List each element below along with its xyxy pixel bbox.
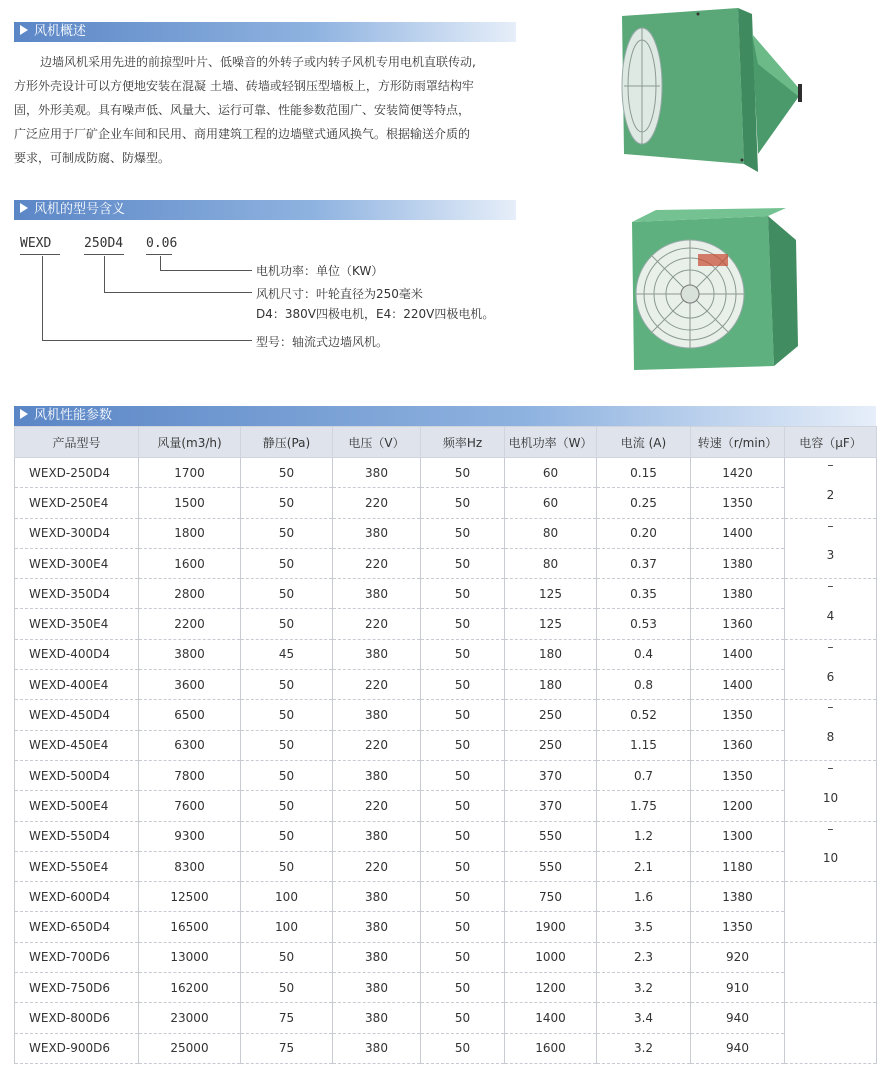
table-cell: 4 — [785, 609, 877, 639]
column-header: 风量(m3/h) — [139, 427, 241, 458]
table-cell — [785, 973, 877, 1003]
table-cell: 380 — [333, 912, 421, 942]
table-cell: 50 — [241, 791, 333, 821]
section-title: 风机概述 — [34, 24, 87, 39]
model-code-size: 250D4 — [84, 236, 124, 251]
table-cell — [785, 942, 877, 972]
table-cell: 380 — [333, 821, 421, 851]
table-cell: 380 — [333, 942, 421, 972]
table-cell: 125 — [505, 609, 597, 639]
table-cell: 1600 — [139, 548, 241, 578]
table-cell: 1800 — [139, 518, 241, 548]
model-cell: WEXD-350D4 — [15, 579, 139, 609]
overview-description — [14, 50, 524, 170]
table-cell: 1900 — [505, 912, 597, 942]
table-row — [15, 821, 877, 851]
table-cell: 0.15 — [597, 458, 691, 488]
description-line: 固，外形美观。具有噪声低、风量大、运行可靠、性能参数范围广、安装简便等特点， — [14, 103, 471, 117]
table-cell: 50 — [241, 700, 333, 730]
table-cell: 1400 — [691, 518, 785, 548]
table-cell: 380 — [333, 700, 421, 730]
table-cell: 0.20 — [597, 518, 691, 548]
connector-line — [42, 256, 43, 341]
column-header: 电容（μF） — [785, 427, 877, 458]
table-cell — [785, 1003, 877, 1033]
table-cell: 910 — [691, 973, 785, 1003]
table-cell: 1360 — [691, 609, 785, 639]
section-header-performance — [14, 406, 876, 426]
table-cell: 50 — [421, 1003, 505, 1033]
model-cell: WEXD-800D6 — [15, 1003, 139, 1033]
connector-line — [84, 254, 124, 255]
section-title: 风机的型号含义 — [34, 202, 126, 217]
section-header-model — [14, 200, 516, 220]
table-cell: – — [785, 458, 877, 488]
table-cell: 380 — [333, 458, 421, 488]
table-cell: 1500 — [139, 488, 241, 518]
table-cell: 50 — [421, 579, 505, 609]
table-cell: – — [785, 760, 877, 790]
model-cell: WEXD-550D4 — [15, 821, 139, 851]
fan-front-view-image — [626, 206, 806, 374]
table-row — [15, 912, 877, 942]
table-cell: 1.75 — [597, 791, 691, 821]
table-cell: 1600 — [505, 1033, 597, 1063]
table-cell: 1350 — [691, 760, 785, 790]
connector-line — [146, 254, 172, 255]
table-cell: 1400 — [691, 639, 785, 669]
table-cell: 50 — [421, 548, 505, 578]
table-cell: 12500 — [139, 882, 241, 912]
table-row — [15, 973, 877, 1003]
table-cell: 2.3 — [597, 942, 691, 972]
table-cell: 50 — [421, 458, 505, 488]
model-cell: WEXD-550E4 — [15, 851, 139, 881]
table-cell: 50 — [421, 760, 505, 790]
table-cell: 50 — [241, 518, 333, 548]
table-cell: 16500 — [139, 912, 241, 942]
table-cell: 1350 — [691, 488, 785, 518]
model-cell: WEXD-400E4 — [15, 670, 139, 700]
model-code-series: WEXD — [20, 236, 52, 251]
column-header: 转速（r/min） — [691, 427, 785, 458]
column-header: 频率Hz — [421, 427, 505, 458]
table-row — [15, 1003, 877, 1033]
triangle-bullet-icon — [20, 409, 28, 419]
table-cell: 1180 — [691, 851, 785, 881]
table-cell: 50 — [241, 942, 333, 972]
table-cell: 220 — [333, 851, 421, 881]
table-cell: 1700 — [139, 458, 241, 488]
table-cell — [785, 1033, 877, 1063]
table-cell: 1360 — [691, 730, 785, 760]
model-cell: WEXD-250D4 — [15, 458, 139, 488]
table-cell: 50 — [241, 488, 333, 518]
description-line: 方形外壳设计可以方便地安装在混凝 土墙、砖墙或轻钢压型墙板上，方形防雨罩结构牢 — [14, 79, 474, 93]
table-cell: – — [785, 821, 877, 851]
table-cell: 0.53 — [597, 609, 691, 639]
table-cell: 750 — [505, 882, 597, 912]
table-cell: 220 — [333, 609, 421, 639]
table-cell: 125 — [505, 579, 597, 609]
table-row — [15, 518, 877, 548]
table-cell: 75 — [241, 1033, 333, 1063]
table-cell: 220 — [333, 791, 421, 821]
description-line: 广泛应用于厂矿企业车间和民用、商用建筑工程的边墙壁式通风换气。根据输送介质的 — [14, 127, 471, 141]
connector-line — [104, 256, 105, 293]
table-cell: 16200 — [139, 973, 241, 1003]
table-cell: 8 — [785, 730, 877, 760]
table-cell: 380 — [333, 882, 421, 912]
connector-line — [160, 270, 252, 271]
table-cell: 940 — [691, 1033, 785, 1063]
model-cell: WEXD-250E4 — [15, 488, 139, 518]
table-cell: 80 — [505, 518, 597, 548]
table-cell: 50 — [241, 760, 333, 790]
table-row — [15, 548, 877, 578]
table-cell: 380 — [333, 1033, 421, 1063]
column-header: 电压（V） — [333, 427, 421, 458]
table-cell: 380 — [333, 518, 421, 548]
table-cell: 3.2 — [597, 1033, 691, 1063]
performance-table — [14, 426, 877, 1064]
table-cell: 50 — [421, 518, 505, 548]
model-cell: WEXD-300D4 — [15, 518, 139, 548]
model-cell: WEXD-750D6 — [15, 973, 139, 1003]
triangle-bullet-icon — [20, 25, 28, 35]
table-cell: 180 — [505, 670, 597, 700]
table-cell: 1400 — [691, 670, 785, 700]
table-cell: 50 — [421, 730, 505, 760]
connector-line — [42, 340, 252, 341]
table-cell: 1400 — [505, 1003, 597, 1033]
table-cell: 50 — [241, 821, 333, 851]
table-cell: 75 — [241, 1003, 333, 1033]
table-header-row — [15, 427, 877, 458]
table-cell: 6 — [785, 670, 877, 700]
model-cell: WEXD-450E4 — [15, 730, 139, 760]
table-row — [15, 730, 877, 760]
table-cell: 0.25 — [597, 488, 691, 518]
annotation-motor: D4：380V四极电机，E4：220V四极电机。 — [256, 307, 495, 321]
table-cell: 3.2 — [597, 973, 691, 1003]
table-cell: 50 — [241, 973, 333, 1003]
table-cell: 3 — [785, 548, 877, 578]
triangle-bullet-icon — [20, 203, 28, 213]
table-cell: 1000 — [505, 942, 597, 972]
table-cell: 10 — [785, 851, 877, 881]
table-cell: 50 — [421, 670, 505, 700]
table-cell: 370 — [505, 791, 597, 821]
table-cell: 380 — [333, 1003, 421, 1033]
table-cell: 0.7 — [597, 760, 691, 790]
table-cell: 550 — [505, 821, 597, 851]
table-cell: 1200 — [691, 791, 785, 821]
table-row — [15, 609, 877, 639]
description-line: 边墙风机采用先进的前掠型叶片、低噪音的外转子或内转子风机专用电机直联传动, — [40, 55, 476, 69]
table-cell: 0.35 — [597, 579, 691, 609]
table-row — [15, 670, 877, 700]
table-cell: – — [785, 700, 877, 730]
table-cell: 1300 — [691, 821, 785, 851]
table-cell: 50 — [241, 670, 333, 700]
table-cell: 0.37 — [597, 548, 691, 578]
table-cell: 50 — [421, 912, 505, 942]
table-cell: 3.5 — [597, 912, 691, 942]
table-cell: 13000 — [139, 942, 241, 972]
table-cell: 940 — [691, 1003, 785, 1033]
table-cell: 1350 — [691, 912, 785, 942]
table-cell: 920 — [691, 942, 785, 972]
model-cell: WEXD-450D4 — [15, 700, 139, 730]
model-cell: WEXD-650D4 — [15, 912, 139, 942]
annotation-size: 风机尺寸：叶轮直径为250毫米 — [256, 287, 423, 301]
table-cell: 100 — [241, 882, 333, 912]
table-cell: 50 — [421, 973, 505, 1003]
table-cell: 0.52 — [597, 700, 691, 730]
table-row — [15, 700, 877, 730]
table-cell: 1350 — [691, 700, 785, 730]
table-row — [15, 579, 877, 609]
table-cell: 6300 — [139, 730, 241, 760]
table-cell: 220 — [333, 488, 421, 518]
table-cell: 50 — [421, 639, 505, 669]
table-cell: 50 — [421, 1033, 505, 1063]
table-cell: 10 — [785, 791, 877, 821]
table-row — [15, 851, 877, 881]
table-cell: 60 — [505, 488, 597, 518]
table-cell: 370 — [505, 760, 597, 790]
model-cell: WEXD-400D4 — [15, 639, 139, 669]
column-header: 电流 (A) — [597, 427, 691, 458]
table-cell: 7600 — [139, 791, 241, 821]
table-row — [15, 942, 877, 972]
table-cell: 60 — [505, 458, 597, 488]
table-cell: 1200 — [505, 973, 597, 1003]
column-header: 静压(Pa) — [241, 427, 333, 458]
table-cell: – — [785, 518, 877, 548]
table-cell: 220 — [333, 730, 421, 760]
model-cell: WEXD-350E4 — [15, 609, 139, 639]
section-header-overview — [14, 22, 516, 42]
table-cell: 50 — [241, 548, 333, 578]
connector-line — [160, 256, 161, 271]
connector-line — [104, 292, 252, 293]
annotation-type: 型号：轴流式边墙风机。 — [256, 335, 389, 349]
table-cell: 380 — [333, 973, 421, 1003]
table-cell: 50 — [241, 730, 333, 760]
table-cell: 250 — [505, 700, 597, 730]
table-cell: 1.15 — [597, 730, 691, 760]
table-cell — [785, 912, 877, 942]
column-header: 电机功率（W） — [505, 427, 597, 458]
table-cell: – — [785, 639, 877, 669]
table-cell: 50 — [421, 609, 505, 639]
table-cell: 1.2 — [597, 821, 691, 851]
table-cell: 3800 — [139, 639, 241, 669]
table-row — [15, 639, 877, 669]
model-cell: WEXD-600D4 — [15, 882, 139, 912]
table-cell: 3600 — [139, 670, 241, 700]
table-cell: 180 — [505, 639, 597, 669]
table-cell: 1380 — [691, 882, 785, 912]
table-cell: 1380 — [691, 548, 785, 578]
table-cell: 2200 — [139, 609, 241, 639]
table-row — [15, 882, 877, 912]
table-cell: 45 — [241, 639, 333, 669]
table-cell: 380 — [333, 760, 421, 790]
table-cell: 380 — [333, 639, 421, 669]
section-title: 风机性能参数 — [34, 408, 113, 423]
model-cell: WEXD-500D4 — [15, 760, 139, 790]
table-cell — [785, 882, 877, 912]
table-row — [15, 760, 877, 790]
table-cell: 9300 — [139, 821, 241, 851]
table-cell: 100 — [241, 912, 333, 942]
model-code-power: 0.06 — [146, 236, 178, 251]
model-cell: WEXD-300E4 — [15, 548, 139, 578]
table-cell: 550 — [505, 851, 597, 881]
table-cell: 50 — [421, 821, 505, 851]
table-cell: 3.4 — [597, 1003, 691, 1033]
table-cell: 220 — [333, 548, 421, 578]
model-cell: WEXD-500E4 — [15, 791, 139, 821]
description-line: 要求，可制成防腐、防爆型。 — [14, 151, 171, 165]
table-cell: 2 — [785, 488, 877, 518]
table-row — [15, 488, 877, 518]
table-cell: 80 — [505, 548, 597, 578]
table-cell: 25000 — [139, 1033, 241, 1063]
table-cell: 220 — [333, 670, 421, 700]
table-cell: 1380 — [691, 579, 785, 609]
table-cell: 2800 — [139, 579, 241, 609]
table-cell: 50 — [421, 942, 505, 972]
table-cell: 50 — [241, 458, 333, 488]
table-cell: 50 — [241, 609, 333, 639]
model-cell: WEXD-700D6 — [15, 942, 139, 972]
model-cell: WEXD-900D6 — [15, 1033, 139, 1063]
table-cell: 50 — [421, 882, 505, 912]
fan-side-view-image — [612, 4, 808, 184]
table-cell: 1.6 — [597, 882, 691, 912]
table-cell: 1420 — [691, 458, 785, 488]
table-cell: 0.4 — [597, 639, 691, 669]
table-cell: 250 — [505, 730, 597, 760]
annotation-power: 电机功率：单位（KW） — [256, 264, 384, 278]
table-cell: 8300 — [139, 851, 241, 881]
table-cell: 0.8 — [597, 670, 691, 700]
table-cell: 50 — [421, 791, 505, 821]
table-cell: 380 — [333, 579, 421, 609]
table-cell: 50 — [241, 579, 333, 609]
table-row — [15, 458, 877, 488]
column-header: 产品型号 — [15, 427, 139, 458]
table-body — [15, 458, 877, 1064]
table-cell: 23000 — [139, 1003, 241, 1033]
table-cell: 50 — [421, 488, 505, 518]
table-cell: 50 — [421, 700, 505, 730]
connector-line — [20, 254, 60, 255]
table-cell: 7800 — [139, 760, 241, 790]
table-row — [15, 791, 877, 821]
table-cell: – — [785, 579, 877, 609]
table-row — [15, 1033, 877, 1063]
table-cell: 50 — [241, 851, 333, 881]
table-cell: 2.1 — [597, 851, 691, 881]
table-cell: 50 — [421, 851, 505, 881]
table-cell: 6500 — [139, 700, 241, 730]
